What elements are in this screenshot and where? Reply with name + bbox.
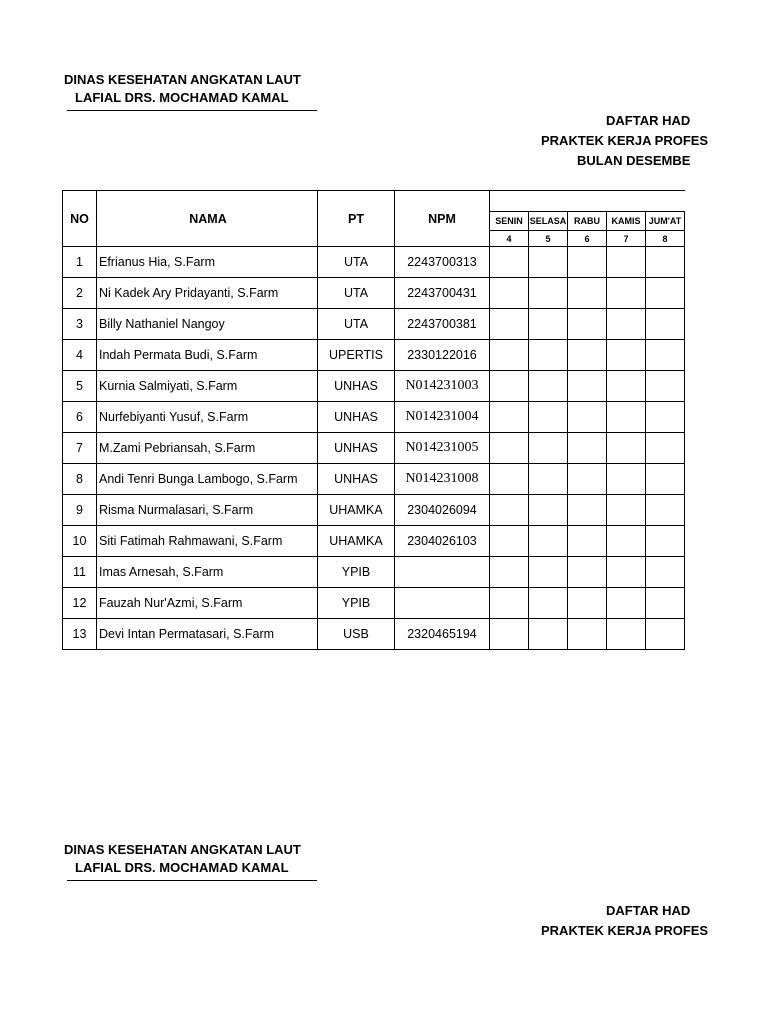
row-npm: 2330122016 <box>395 340 490 371</box>
header-nama: NAMA <box>97 191 318 247</box>
title-line-2-2: PRAKTEK KERJA PROFES <box>541 923 709 938</box>
attendance-cell[interactable] <box>529 371 568 402</box>
document-title-2 <box>520 901 709 941</box>
row-no: 13 <box>63 619 97 650</box>
attendance-cell[interactable] <box>607 495 646 526</box>
row-nama: Devi Intan Permatasari, S.Farm <box>97 619 318 650</box>
row-npm: 2304026094 <box>395 495 490 526</box>
attendance-cell[interactable] <box>607 309 646 340</box>
row-npm: N014231004 <box>395 402 490 433</box>
row-no: 5 <box>63 371 97 402</box>
row-no: 4 <box>63 340 97 371</box>
row-npm: 2243700381 <box>395 309 490 340</box>
attendance-cell[interactable] <box>529 340 568 371</box>
row-nama: Billy Nathaniel Nangoy <box>97 309 318 340</box>
attendance-cell[interactable] <box>529 619 568 650</box>
attendance-cell[interactable] <box>490 340 529 371</box>
attendance-cell[interactable] <box>646 371 685 402</box>
row-npm <box>395 588 490 619</box>
row-pt: UNHAS <box>318 402 395 433</box>
attendance-cell[interactable] <box>607 340 646 371</box>
row-no: 8 <box>63 464 97 495</box>
attendance-cell[interactable] <box>490 433 529 464</box>
row-no: 11 <box>63 557 97 588</box>
attendance-cell[interactable] <box>607 371 646 402</box>
attendance-cell[interactable] <box>568 371 607 402</box>
row-pt: UNHAS <box>318 464 395 495</box>
attendance-cell[interactable] <box>646 433 685 464</box>
row-no: 9 <box>63 495 97 526</box>
attendance-cell[interactable] <box>529 464 568 495</box>
row-nama: M.Zami Pebriansah, S.Farm <box>97 433 318 464</box>
table-row <box>63 402 685 433</box>
row-pt: YPIB <box>318 588 395 619</box>
table-row <box>63 278 685 309</box>
day-date-cell: 6 <box>568 231 607 247</box>
attendance-cell[interactable] <box>529 309 568 340</box>
attendance-cell[interactable] <box>646 247 685 278</box>
org-name-2: DINAS KESEHATAN ANGKATAN LAUT <box>64 842 301 857</box>
day-name-cell: KAMIS <box>607 212 646 231</box>
title-line-1: DAFTAR HAD <box>606 113 691 128</box>
row-no: 3 <box>63 309 97 340</box>
attendance-cell[interactable] <box>568 526 607 557</box>
org-underline <box>67 110 317 111</box>
attendance-cell[interactable] <box>646 464 685 495</box>
attendance-cell[interactable] <box>568 433 607 464</box>
attendance-cell[interactable] <box>568 495 607 526</box>
row-nama: Risma Nurmalasari, S.Farm <box>97 495 318 526</box>
header-pt: PT <box>318 191 395 247</box>
attendance-cell[interactable] <box>607 278 646 309</box>
attendance-cell[interactable] <box>490 526 529 557</box>
attendance-cell[interactable] <box>529 402 568 433</box>
attendance-cell[interactable] <box>607 588 646 619</box>
attendance-cell[interactable] <box>490 464 529 495</box>
table-row <box>63 557 685 588</box>
row-nama: Indah Permata Budi, S.Farm <box>97 340 318 371</box>
attendance-cell[interactable] <box>607 619 646 650</box>
row-pt: UTA <box>318 247 395 278</box>
table-row <box>63 247 685 278</box>
row-pt: YPIB <box>318 557 395 588</box>
attendance-cell[interactable] <box>529 588 568 619</box>
attendance-cell[interactable] <box>529 247 568 278</box>
row-nama: Efrianus Hia, S.Farm <box>97 247 318 278</box>
row-nama: Fauzah Nur'Azmi, S.Farm <box>97 588 318 619</box>
attendance-cell[interactable] <box>529 557 568 588</box>
row-npm: 2304026103 <box>395 526 490 557</box>
org-unit: LAFIAL DRS. MOCHAMAD KAMAL <box>75 90 289 105</box>
attendance-cell[interactable] <box>490 309 529 340</box>
row-no: 6 <box>63 402 97 433</box>
attendance-cell[interactable] <box>646 526 685 557</box>
attendance-cell[interactable] <box>646 340 685 371</box>
attendance-cell[interactable] <box>490 247 529 278</box>
table-row <box>63 464 685 495</box>
row-pt: UTA <box>318 278 395 309</box>
attendance-cell[interactable] <box>490 371 529 402</box>
header-no: NO <box>63 191 97 247</box>
day-date-cell: 4 <box>490 231 529 247</box>
attendance-cell[interactable] <box>568 619 607 650</box>
row-pt: USB <box>318 619 395 650</box>
attendance-cell[interactable] <box>568 340 607 371</box>
attendance-cell[interactable] <box>568 278 607 309</box>
org-name: DINAS KESEHATAN ANGKATAN LAUT <box>64 72 301 87</box>
table-row <box>63 433 685 464</box>
attendance-cell[interactable] <box>607 247 646 278</box>
row-npm: N014231008 <box>395 464 490 495</box>
attendance-cell[interactable] <box>646 495 685 526</box>
attendance-cell[interactable] <box>529 495 568 526</box>
attendance-cell[interactable] <box>646 309 685 340</box>
org-header <box>64 71 301 107</box>
table-row <box>63 309 685 340</box>
attendance-cell[interactable] <box>646 588 685 619</box>
attendance-cell[interactable] <box>568 309 607 340</box>
header-npm: NPM <box>395 191 490 247</box>
day-date-cell: 5 <box>529 231 568 247</box>
row-no: 12 <box>63 588 97 619</box>
title-line-1-2: DAFTAR HAD <box>606 903 691 918</box>
title-line-2: PRAKTEK KERJA PROFES <box>541 133 709 148</box>
day-date-cell: 8 <box>646 231 685 247</box>
row-nama: Siti Fatimah Rahmawani, S.Farm <box>97 526 318 557</box>
day-name-cell: SELASA <box>529 212 568 231</box>
row-nama: Imas Arnesah, S.Farm <box>97 557 318 588</box>
row-pt: UPERTIS <box>318 340 395 371</box>
table-row <box>63 588 685 619</box>
row-npm: N014231005 <box>395 433 490 464</box>
row-npm: 2320465194 <box>395 619 490 650</box>
attendance-cell[interactable] <box>490 278 529 309</box>
attendance-cell[interactable] <box>646 402 685 433</box>
table-row <box>63 340 685 371</box>
row-npm: 2243700313 <box>395 247 490 278</box>
row-no: 2 <box>63 278 97 309</box>
row-pt: UNHAS <box>318 371 395 402</box>
row-pt: UTA <box>318 309 395 340</box>
day-name-cell: SENIN <box>490 212 529 231</box>
attendance-cell[interactable] <box>529 526 568 557</box>
attendance-cell[interactable] <box>646 619 685 650</box>
attendance-cell[interactable] <box>490 557 529 588</box>
attendance-cell[interactable] <box>568 247 607 278</box>
row-nama: Andi Tenri Bunga Lambogo, S.Farm <box>97 464 318 495</box>
attendance-cell[interactable] <box>607 433 646 464</box>
attendance-cell[interactable] <box>529 433 568 464</box>
row-pt: UHAMKA <box>318 495 395 526</box>
attendance-cell[interactable] <box>568 557 607 588</box>
org-header-2 <box>64 841 301 877</box>
attendance-cell[interactable] <box>529 278 568 309</box>
table-row <box>63 619 685 650</box>
attendance-cell[interactable] <box>607 526 646 557</box>
row-pt: UHAMKA <box>318 526 395 557</box>
row-npm: 2243700431 <box>395 278 490 309</box>
attendance-cell[interactable] <box>568 464 607 495</box>
table-row <box>63 495 685 526</box>
org-unit-2: LAFIAL DRS. MOCHAMAD KAMAL <box>75 860 289 875</box>
day-name-cell: JUM'AT <box>646 212 685 231</box>
attendance-cell[interactable] <box>646 278 685 309</box>
row-nama: Kurnia Salmiyati, S.Farm <box>97 371 318 402</box>
row-no: 7 <box>63 433 97 464</box>
attendance-cell[interactable] <box>568 402 607 433</box>
attendance-cell[interactable] <box>568 588 607 619</box>
org-underline-2 <box>67 880 317 881</box>
attendance-cell[interactable] <box>490 588 529 619</box>
attendance-table <box>62 190 685 650</box>
day-date-cell: 7 <box>607 231 646 247</box>
row-pt: UNHAS <box>318 433 395 464</box>
attendance-cell[interactable] <box>607 402 646 433</box>
attendance-cell[interactable] <box>646 557 685 588</box>
row-nama: Ni Kadek Ary Pridayanti, S.Farm <box>97 278 318 309</box>
row-npm: N014231003 <box>395 371 490 402</box>
row-no: 10 <box>63 526 97 557</box>
attendance-cell[interactable] <box>490 402 529 433</box>
attendance-cell[interactable] <box>490 495 529 526</box>
row-nama: Nurfebiyanti Yusuf, S.Farm <box>97 402 318 433</box>
table-row <box>63 371 685 402</box>
table-row <box>63 526 685 557</box>
table-body <box>63 247 685 650</box>
attendance-cell[interactable] <box>607 464 646 495</box>
row-no: 1 <box>63 247 97 278</box>
day-header-top <box>490 191 685 212</box>
attendance-cell[interactable] <box>490 619 529 650</box>
attendance-cell[interactable] <box>607 557 646 588</box>
document-title <box>520 111 709 171</box>
title-line-3: BULAN DESEMBE <box>577 153 691 168</box>
day-name-cell: RABU <box>568 212 607 231</box>
row-npm <box>395 557 490 588</box>
